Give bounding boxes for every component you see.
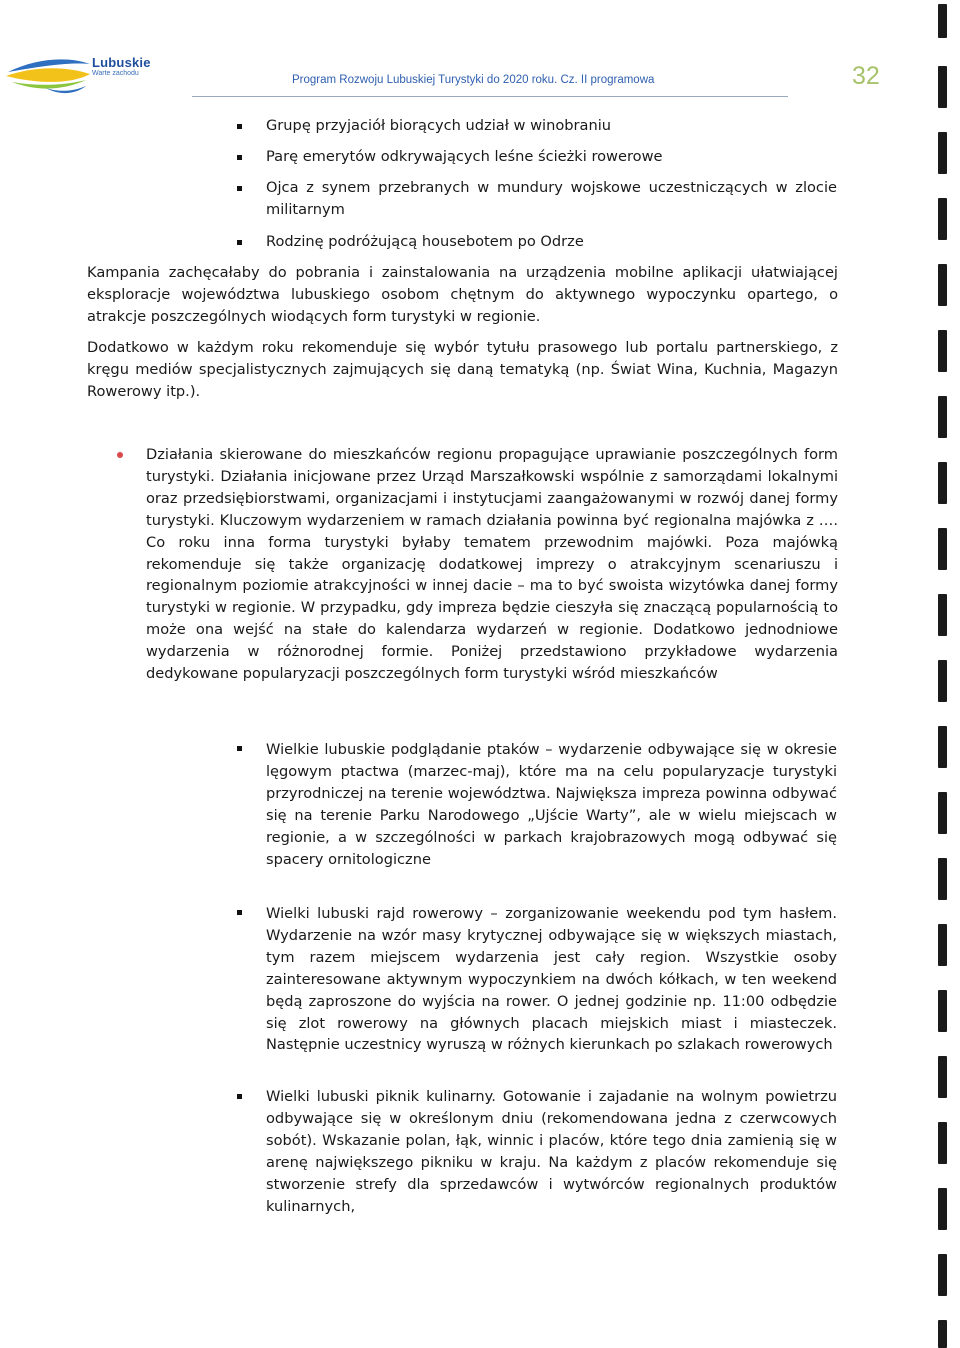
body-paragraph: Kampania zachęcałaby do pobrania i zainstalowania na urządzenia mobilne aplikacji ułatwiającej eksploracje województwa lubuskiego osobom chętnym do aktywnego wypoczynku opartego, o atrakcje poszczególnych wiodących form turystyki w regionie. xyxy=(87,264,838,325)
header-title: Program Rozwoju Lubuskiej Turystyki do 2020 roku. Cz. II programowa xyxy=(292,74,655,86)
list-bullet xyxy=(237,910,242,915)
list-item: Ojca z synem przebranych w mundury wojskowe uczestniczących w zlocie militarnym xyxy=(266,179,837,218)
list-bullet xyxy=(237,1094,242,1099)
list-bullet xyxy=(237,124,242,129)
event-item: Wielki lubuski rajd rowerowy – zorganizowanie weekendu pod tym hasłem. Wydarzenie na wzór masy krytycznej odbywające się w większych miastach, tym razem miejscem wydarzenia jest cały region. Wszystkie osoby zainteresowane aktywnym wypoczynkiem na dwóch kółkach, w ten weekend będą zaproszone do wyjścia na rower. O jednej godzinie np. 11:00 odbędzie się zlot rowerowy na głównych placach miejskich miast i miasteczek. Następnie uczestnicy wyruszą w różnych kierunkach po szlakach rowerowych xyxy=(266,905,837,1054)
list-bullet xyxy=(237,155,242,160)
logo-name: Lubuskie xyxy=(92,55,151,70)
list-item: Parę emerytów odkrywających leśne ścieżki rowerowe xyxy=(266,148,663,165)
logo-text xyxy=(92,56,151,78)
list-bullet xyxy=(237,186,242,191)
page-number: 32 xyxy=(852,62,880,90)
list-bullet xyxy=(237,746,242,751)
list-item: Rodzinę podróżującą housebotem po Odrze xyxy=(266,233,584,250)
body-paragraph: Dodatkowo w każdym roku rekomenduje się wybór tytułu prasowego lub portalu partnerskiego, z kręgu mediów specjalistycznych zajmujących się daną tematyką (np. Świat Wina, Kuchnia, Magazyn Rowerowy itp.). xyxy=(87,339,838,400)
section-bullet xyxy=(117,452,123,458)
list-bullet xyxy=(237,240,242,245)
logo-tagline: Warte zachodu xyxy=(92,70,139,77)
list-item: Grupę przyjaciół biorących udział w winobraniu xyxy=(266,117,612,134)
binding-marks xyxy=(934,0,954,1348)
event-item: Wielki lubuski piknik kulinarny. Gotowanie i zajadanie na wolnym powietrzu odbywające się w określonym dniu (rekomendowana jedna z czerwcowych sobót). Wskazanie polan, łąk, winnic i placów, które tego dnia zamienią się w arenę największego pikniku w kraju. Na każdym z placów rekomenduje się stworzenie strefy dla sprzedawców i wytwórców regionalnych produktów kulinarnych, xyxy=(266,1088,837,1215)
section-paragraph: Działania skierowane do mieszkańców regionu propagujące uprawianie poszczególnych form turystyki. Działania inicjowane przez Urząd Marszałkowski wspólnie z samorządami lokalnymi oraz przedsiębiorstwami, organizacjami i instytucjami zaangażowanymi w rozwój danej formy turystyki. Kluczowym wydarzeniem w ramach działania powinna być regionalna majówka z …. Co roku inna forma turystyki byłaby tematem przewodnim majówki. Poza majówką rekomenduje się także organizację dodatkowej imprezy o atrakcyjnym scenariuszu i regionalnym poziomie atrakcyjności w innej dacie – ma to być swoista wizytówka danej formy turystyki w regionie. W przypadku, gdy impreza będzie cieszyła się znaczącą popularnością to może ona wejść na stałe do kalendarza wydarzeń w regionie. Dodatkowo jednodniowe wydarzenia w różnorodnej formie. Poniżej przedstawiono przykładowe wydarzenia dedykowane popularyzacji poszczególnych form turystyki wśród mieszkańców xyxy=(146,446,838,683)
header-divider xyxy=(192,96,788,97)
event-item: Wielkie lubuskie podglądanie ptaków – wydarzenie odbywające się w okresie lęgowym ptactwa (marzec-maj), które ma na celu popularyzacje turystyki przyrodniczej na terenie województwa. Największa impreza powinna odbywać się na terenie Parku Narodowego „Ujście Warty”, ale w wielu miejscach w regionie, a w szczególności w parkach krajobrazowych mogą odbywać się spacery ornitologiczne xyxy=(266,741,837,868)
